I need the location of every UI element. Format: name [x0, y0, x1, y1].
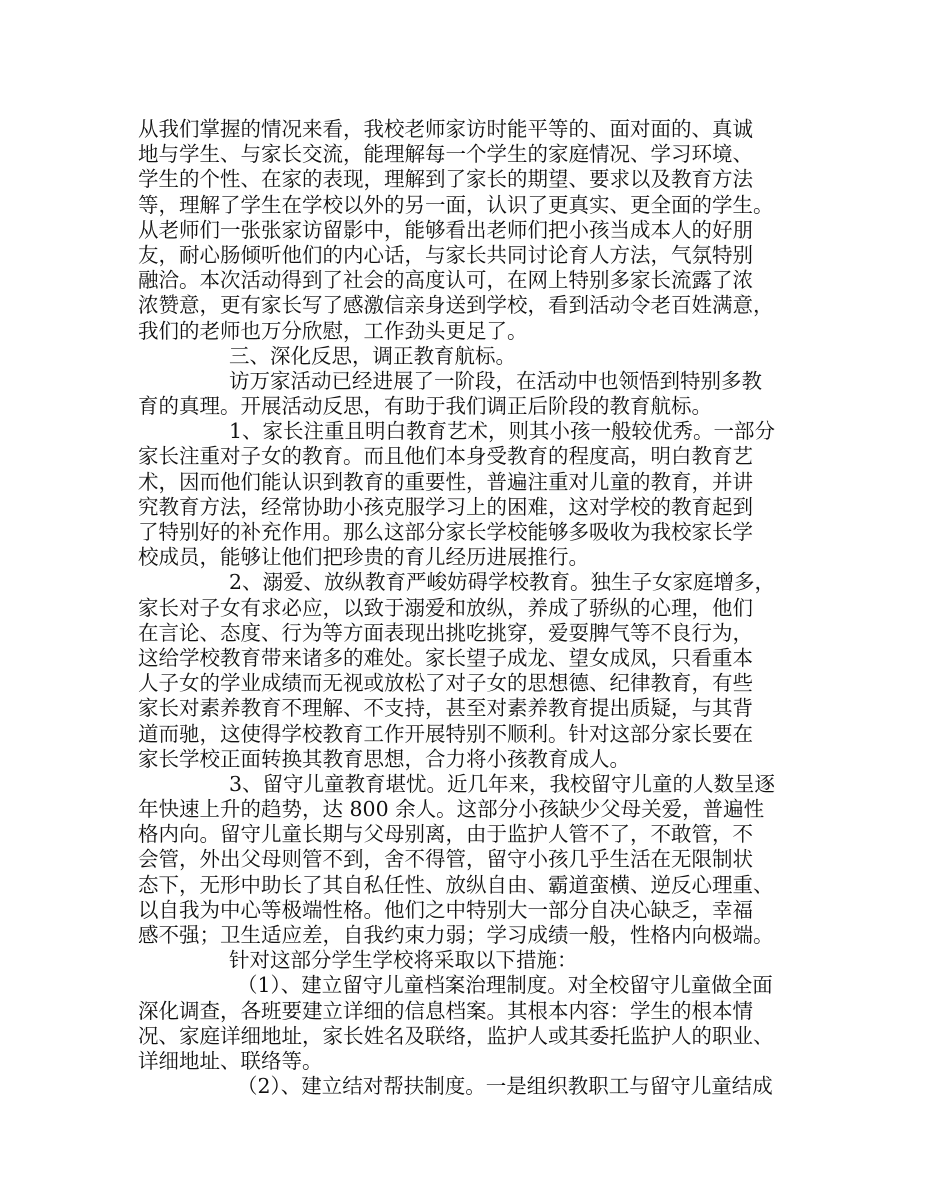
text-line: 术，因而他们能认识到教育的重要性，普遍注重对儿童的教育，并讲: [138, 469, 753, 494]
text-line: 家长学校正面转换其教育思想，合力将小孩教育成人。: [138, 746, 630, 771]
text-line: 人子女的学业成绩而无视或放松了对子女的思想德、纪律教育，有些: [138, 671, 753, 696]
text-line: 从老师们一张张家访留影中，能够看出老师们把小孩当成本人的好朋: [138, 217, 753, 242]
text-line: 了特别好的补充作用。那么这部分家长学校能够多吸收为我校家长学: [138, 520, 753, 544]
text-line: 3、留守儿童教育堪忧。近几年来，我校留守儿童的人数呈逐: [229, 771, 776, 796]
text-line: 年快速上升的趋势，达 800 余人。这部分小孩缺少父母关爱，普遍性: [138, 797, 765, 822]
text-line: 道而驰，这使得学校教育工作开展特别不顺利。针对这部分家长要在: [138, 721, 753, 746]
section-heading: 三、深化反思，调正教育航标。: [229, 343, 516, 368]
text-line: 这给学校教育带来诸多的难处。家长望子成龙、望女成凤，只看重本: [138, 645, 753, 670]
text-line: 1、家长注重且明白教育艺术，则其小孩一般较优秀。一部分: [229, 419, 776, 444]
text-line: 我们的老师也万分欣慰，工作劲头更足了。: [138, 318, 528, 343]
text-line: 详细地址、联络等。: [138, 1048, 323, 1073]
text-line: 育的真理。开展活动反思，有助于我们调正后阶段的教育航标。: [138, 394, 712, 419]
body-text: [138, 117, 828, 1099]
text-line: 针对这部分学生学校将采取以下措施：: [229, 948, 578, 973]
text-line: 家长对子女有求必应，以致于溺爱和放纵，养成了骄纵的心理，他们: [138, 595, 753, 620]
text-line: 格内向。留守儿童长期与父母别离，由于监护人管不了，不敢管，不: [138, 822, 753, 847]
text-line: 校成员，能够让他们把珍贵的育儿经历进展推行。: [138, 545, 589, 570]
text-line: 以自我为中心等极端性格。他们之中特别大一部分自决心缺乏，幸福: [138, 897, 753, 922]
text-line: 2、溺爱、放纵教育严峻妨碍学校教育。独生子女家庭增多，: [229, 570, 776, 595]
text-line: 友，耐心肠倾听他们的内心话，与家长共同讨论育人方法，气氛特别: [138, 242, 753, 267]
text-line: 感不强；卫生适应差，自我约束力弱；学习成绩一般，性格内向极端。: [138, 923, 774, 947]
text-line: 等，理解了学生在学校以外的另一面，认识了更真实、更全面的学生。: [138, 192, 774, 217]
text-line: 访万家活动已经进展了一阶段，在活动中也领悟到特别多教: [229, 368, 762, 393]
text-line: 态下，无形中助长了其自私任性、放纵自由、霸道蛮横、逆反心理重、: [138, 872, 774, 897]
text-line: 会管，外出父母则管不到，舍不得管，留守小孩几乎生活在无限制状: [138, 847, 753, 872]
text-line: 浓赞意，更有家长写了感激信亲身送到学校，看到活动令老百姓满意，: [138, 293, 774, 318]
text-line: 家长对素养教育不理解、不支持，甚至对素养教育提出质疑，与其背: [138, 696, 753, 721]
text-line: （1）、建立留守儿童档案治理制度。对全校留守儿童做全面: [237, 973, 773, 998]
text-line: 从我们掌握的情况来看，我校老师家访时能平等的、面对面的、真诚: [138, 117, 753, 141]
text-line: （2）、建立结对帮扶制度。一是组织教职工与留守儿童结成: [237, 1074, 773, 1099]
text-line: 地与学生、与家长交流，能理解每一个学生的家庭情况、学习环境、: [138, 142, 753, 167]
text-line: 究教育方法，经常协助小孩克服学习上的困难，这对学校的教育起到: [138, 494, 753, 519]
text-line: 在言论、态度、行为等方面表现出挑吃挑穿，爱耍脾气等不良行为，: [138, 620, 753, 645]
text-line: 融洽。本次活动得到了社会的高度认可，在网上特别多家长流露了浓: [138, 268, 753, 293]
text-line: 深化调查，各班要建立详细的信息档案。其根本内容：学生的根本情: [138, 998, 753, 1023]
text-line: 家长注重对子女的教育。而且他们本身受教育的程度高，明白教育艺: [138, 444, 753, 469]
text-line: 况、家庭详细地址，家长姓名及联络，监护人或其委托监护人的职业、: [138, 1023, 774, 1048]
text-line: 学生的个性、在家的表现，理解到了家长的期望、要求以及教育方法: [138, 167, 753, 192]
